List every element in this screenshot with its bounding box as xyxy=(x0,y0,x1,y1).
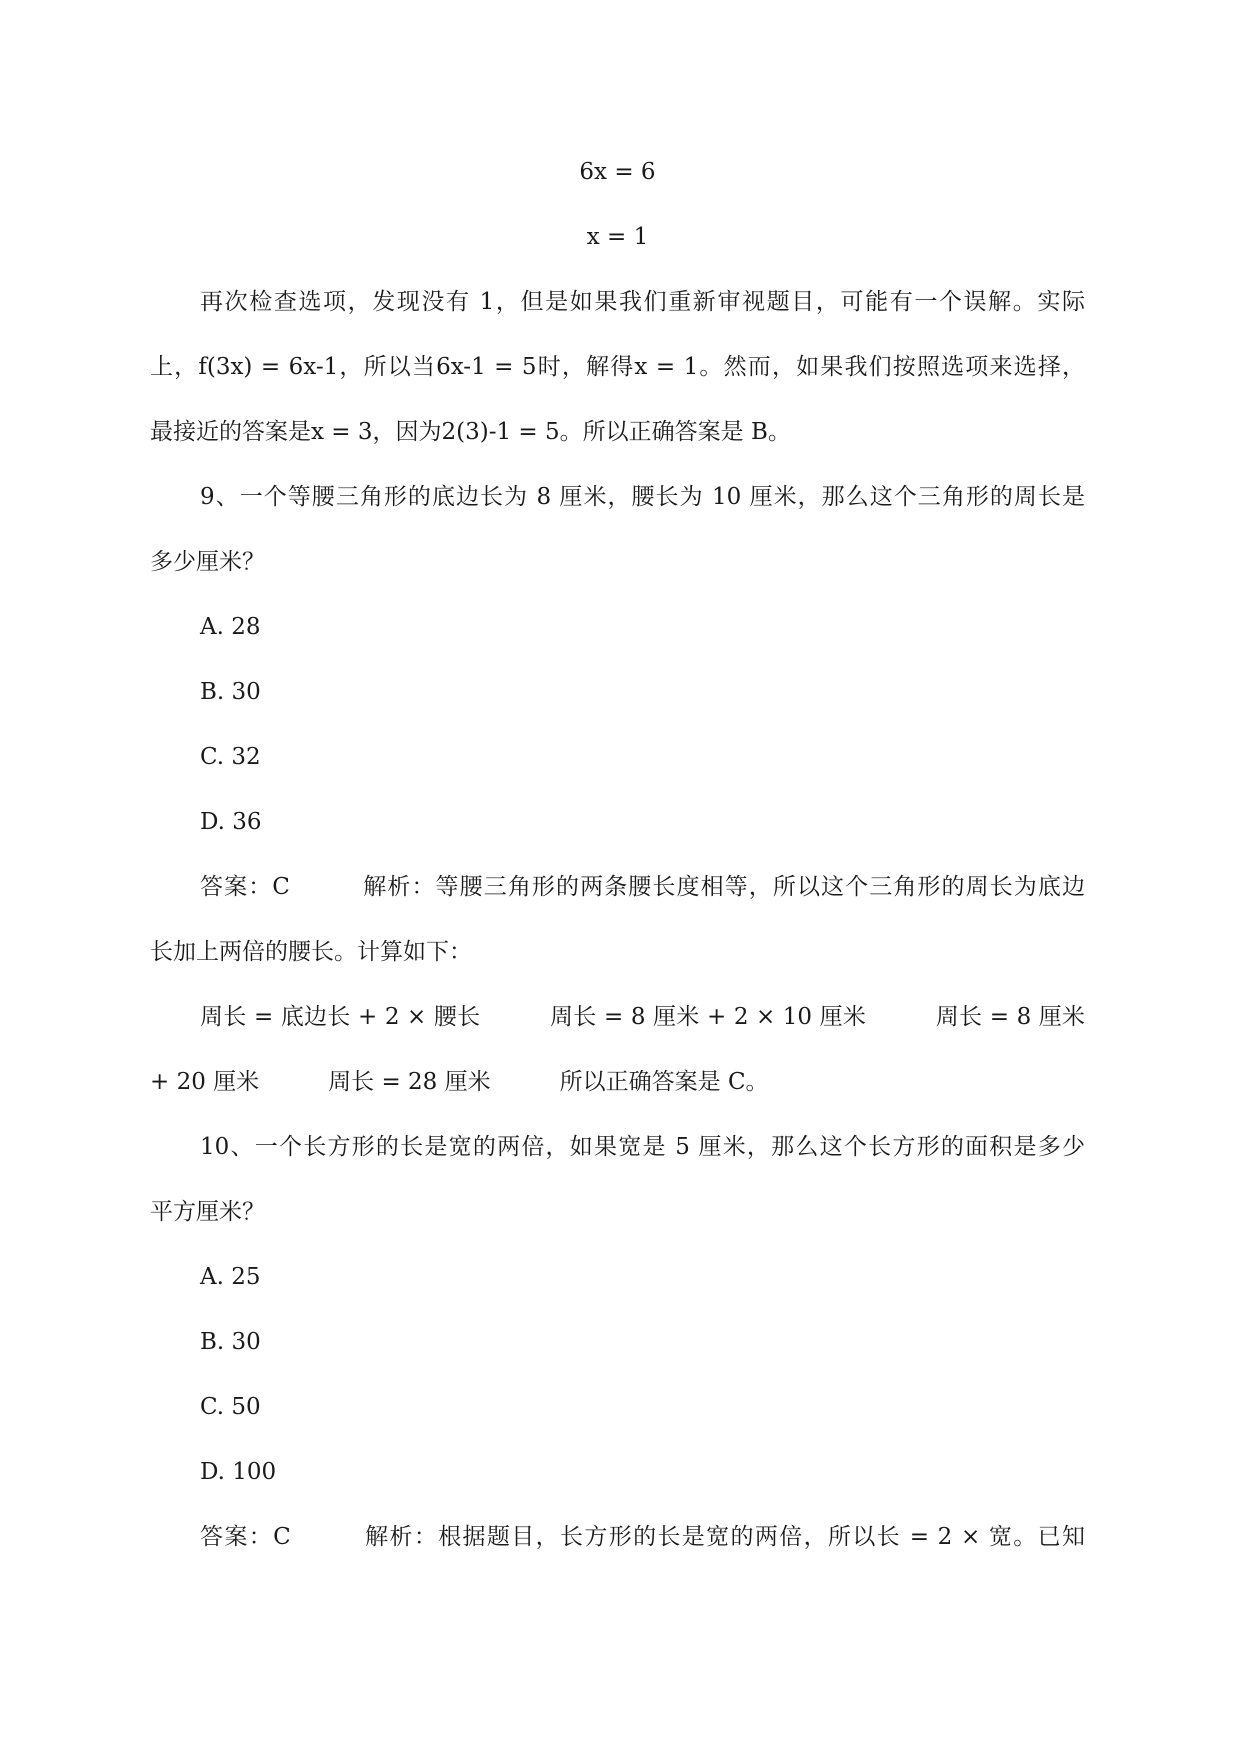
document-page xyxy=(150,140,1085,1570)
question-9-option-d: D. 36 xyxy=(200,809,262,835)
explanation-paragraph-line-2: 上，f(3x) = 6x-1，所以当6x-1 = 5时，解得x = 1。然而，如果我们按照选项来选择， xyxy=(150,354,1085,380)
question-10-option-b: B. 30 xyxy=(200,1329,261,1355)
question-9-option-b: B. 30 xyxy=(200,679,261,705)
question-9-option-a: A. 28 xyxy=(200,614,261,640)
question-9-answer-line-1: 答案：C 解析：等腰三角形的两条腰长度相等，所以这个三角形的周长为底边 xyxy=(200,874,1085,900)
explanation-paragraph-line-1: 再次检查选项，发现没有 1，但是如果我们重新审视题目，可能有一个误解。实际 xyxy=(200,289,1085,315)
question-9-calculation-line-2: + 20 厘米 周长 = 28 厘米 所以正确答案是 C。 xyxy=(150,1069,769,1095)
question-9-calculation-line-1: 周长 = 底边长 + 2 × 腰长 周长 = 8 厘米 + 2 × 10 厘米 周长 = 8 厘米 xyxy=(200,1004,1085,1030)
explanation-paragraph-line-3: 最接近的答案是x = 3，因为2(3)-1 = 5。所以正确答案是 B。 xyxy=(150,419,791,445)
equation-line-2: x = 1 xyxy=(586,224,649,250)
question-10-option-d: D. 100 xyxy=(200,1459,277,1485)
question-9-text-line-2: 多少厘米？ xyxy=(150,549,265,575)
question-9-option-c: C. 32 xyxy=(200,744,261,770)
question-10-option-c: C. 50 xyxy=(200,1394,261,1420)
question-10-text-line-2: 平方厘米？ xyxy=(150,1199,265,1225)
equation-line-1: 6x = 6 xyxy=(579,159,656,185)
question-9-text-line-1: 9、一个等腰三角形的底边长为 8 厘米，腰长为 10 厘米，那么这个三角形的周长是 xyxy=(200,484,1085,510)
question-9-answer-line-2: 长加上两倍的腰长。计算如下： xyxy=(150,939,472,965)
question-10-option-a: A. 25 xyxy=(200,1264,261,1290)
question-10-text-line-1: 10、一个长方形的长是宽的两倍，如果宽是 5 厘米，那么这个长方形的面积是多少 xyxy=(200,1134,1085,1160)
question-10-answer-line-1: 答案：C 解析：根据题目，长方形的长是宽的两倍，所以长 = 2 × 宽。已知 xyxy=(200,1524,1085,1550)
